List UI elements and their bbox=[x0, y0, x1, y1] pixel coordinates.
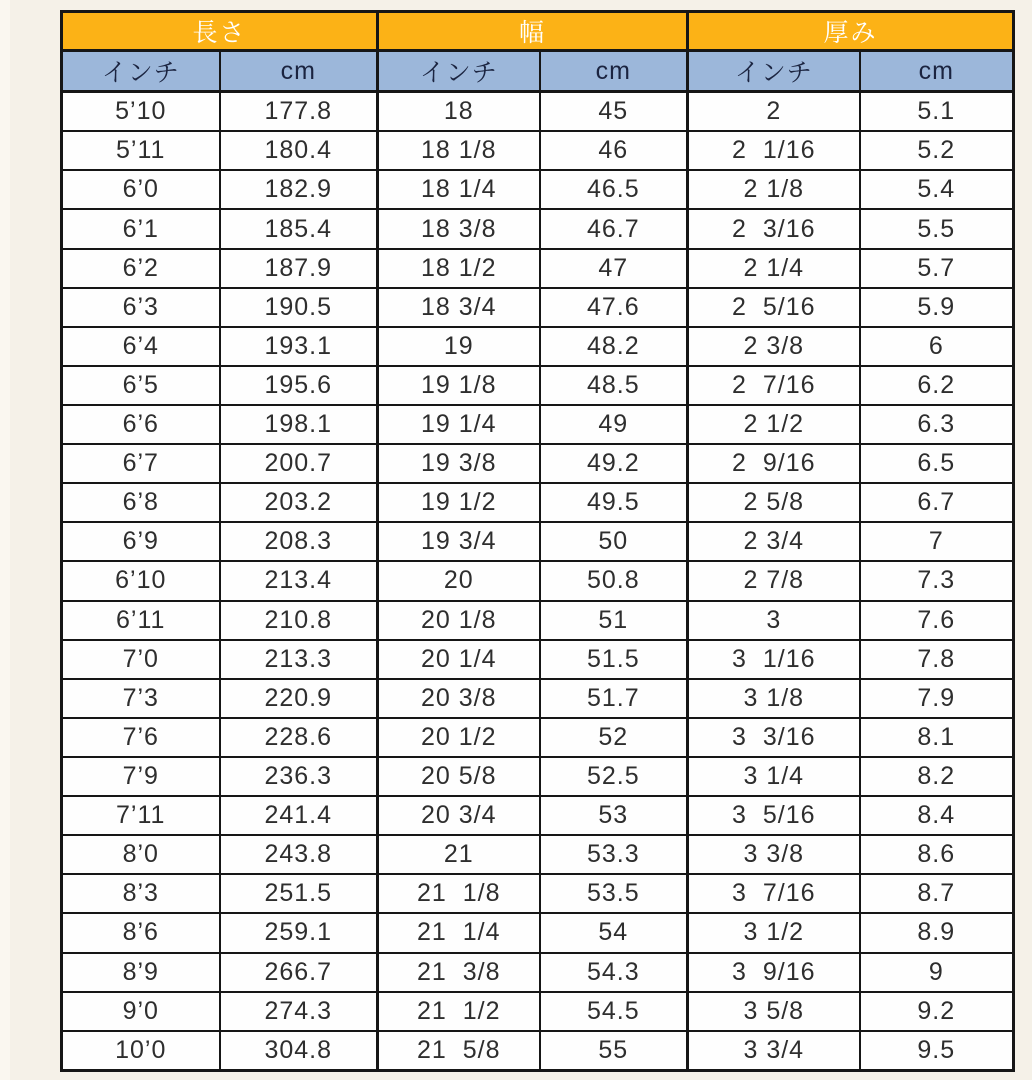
table-cell-thickness-cm: 9 bbox=[860, 953, 1014, 992]
table-cell-width-cm: 46.7 bbox=[540, 209, 688, 248]
table-cell-length-cm: 177.8 bbox=[220, 92, 378, 132]
table-cell-length-inch: 8’6 bbox=[62, 913, 220, 952]
table-cell-width-inch: 19 1/4 bbox=[378, 405, 540, 444]
table-cell-width-cm: 50 bbox=[540, 522, 688, 561]
table-cell-length-cm: 236.3 bbox=[220, 757, 378, 796]
table-cell-length-inch: 6’8 bbox=[62, 483, 220, 522]
table-row bbox=[62, 913, 1014, 952]
table-row bbox=[62, 1031, 1014, 1071]
table-body bbox=[62, 92, 1014, 1071]
table-cell-width-cm: 54.3 bbox=[540, 953, 688, 992]
table-row bbox=[62, 483, 1014, 522]
table-cell-thickness-inch: 3 9/16 bbox=[688, 953, 860, 992]
table-cell-thickness-cm: 5.5 bbox=[860, 209, 1014, 248]
table-cell-length-cm: 220.9 bbox=[220, 679, 378, 718]
table-cell-length-inch: 6’0 bbox=[62, 170, 220, 209]
table-cell-thickness-cm: 6.2 bbox=[860, 366, 1014, 405]
table-row bbox=[62, 522, 1014, 561]
table-row bbox=[62, 288, 1014, 327]
table-cell-width-inch: 18 1/8 bbox=[378, 131, 540, 170]
table-cell-length-inch: 6’7 bbox=[62, 444, 220, 483]
table-cell-width-cm: 48.5 bbox=[540, 366, 688, 405]
table-cell-thickness-inch: 3 1/16 bbox=[688, 640, 860, 679]
table-cell-length-inch: 6’6 bbox=[62, 405, 220, 444]
column-header-length-cm: cm bbox=[220, 51, 378, 92]
table-cell-width-inch: 20 1/2 bbox=[378, 718, 540, 757]
table-cell-length-inch: 5’11 bbox=[62, 131, 220, 170]
table-cell-thickness-inch: 2 1/4 bbox=[688, 249, 860, 288]
table-cell-width-inch: 20 1/8 bbox=[378, 601, 540, 640]
table-cell-width-cm: 51 bbox=[540, 601, 688, 640]
table-cell-thickness-inch: 3 3/8 bbox=[688, 835, 860, 874]
table-cell-width-inch: 20 3/4 bbox=[378, 796, 540, 835]
column-header-length-inch: インチ bbox=[62, 51, 220, 92]
table-cell-width-inch: 21 1/4 bbox=[378, 913, 540, 952]
table-row bbox=[62, 131, 1014, 170]
table-cell-thickness-inch: 3 3/16 bbox=[688, 718, 860, 757]
table-cell-length-inch: 6’11 bbox=[62, 601, 220, 640]
table-row bbox=[62, 874, 1014, 913]
table-cell-length-cm: 193.1 bbox=[220, 327, 378, 366]
table-cell-width-inch: 21 1/2 bbox=[378, 992, 540, 1031]
table-cell-width-cm: 47.6 bbox=[540, 288, 688, 327]
page-background-sheen bbox=[0, 0, 10, 1080]
table-cell-length-inch: 8’9 bbox=[62, 953, 220, 992]
table-cell-width-inch: 19 1/2 bbox=[378, 483, 540, 522]
table-cell-width-inch: 18 3/4 bbox=[378, 288, 540, 327]
table-row bbox=[62, 796, 1014, 835]
table-cell-width-cm: 49.2 bbox=[540, 444, 688, 483]
table-cell-thickness-inch: 2 3/4 bbox=[688, 522, 860, 561]
table-cell-length-cm: 241.4 bbox=[220, 796, 378, 835]
table-cell-width-cm: 47 bbox=[540, 249, 688, 288]
table-cell-width-cm: 55 bbox=[540, 1031, 688, 1071]
column-subheader-row bbox=[62, 51, 1014, 92]
table-cell-length-cm: 208.3 bbox=[220, 522, 378, 561]
table-cell-thickness-inch: 2 3/16 bbox=[688, 209, 860, 248]
table-cell-length-cm: 228.6 bbox=[220, 718, 378, 757]
table-cell-width-cm: 54 bbox=[540, 913, 688, 952]
table-cell-length-inch: 6’1 bbox=[62, 209, 220, 248]
table-cell-thickness-cm: 5.7 bbox=[860, 249, 1014, 288]
table-cell-thickness-cm: 7.6 bbox=[860, 601, 1014, 640]
table-cell-length-inch: 7’3 bbox=[62, 679, 220, 718]
table-cell-width-inch: 18 3/8 bbox=[378, 209, 540, 248]
table-cell-width-cm: 53 bbox=[540, 796, 688, 835]
table-cell-thickness-inch: 2 1/8 bbox=[688, 170, 860, 209]
table-cell-thickness-cm: 7.9 bbox=[860, 679, 1014, 718]
table-cell-width-inch: 19 3/8 bbox=[378, 444, 540, 483]
table-cell-length-inch: 7’6 bbox=[62, 718, 220, 757]
table-cell-length-inch: 6’10 bbox=[62, 561, 220, 600]
table-cell-thickness-cm: 6.5 bbox=[860, 444, 1014, 483]
table-cell-length-cm: 259.1 bbox=[220, 913, 378, 952]
table-cell-thickness-cm: 5.1 bbox=[860, 92, 1014, 132]
table-cell-length-cm: 203.2 bbox=[220, 483, 378, 522]
table-row bbox=[62, 444, 1014, 483]
column-group-length: 長さ bbox=[62, 12, 378, 51]
table-row bbox=[62, 601, 1014, 640]
size-conversion-table bbox=[60, 10, 1015, 1072]
column-group-width: 幅 bbox=[378, 12, 688, 51]
table-row bbox=[62, 327, 1014, 366]
table-cell-length-cm: 185.4 bbox=[220, 209, 378, 248]
table-cell-width-inch: 21 5/8 bbox=[378, 1031, 540, 1071]
table-cell-width-inch: 20 5/8 bbox=[378, 757, 540, 796]
table-row bbox=[62, 92, 1014, 132]
table-cell-length-inch: 7’11 bbox=[62, 796, 220, 835]
table-cell-thickness-cm: 8.6 bbox=[860, 835, 1014, 874]
table-cell-length-inch: 6’5 bbox=[62, 366, 220, 405]
table-cell-width-inch: 21 bbox=[378, 835, 540, 874]
table-row bbox=[62, 953, 1014, 992]
table-cell-thickness-inch: 3 3/4 bbox=[688, 1031, 860, 1071]
table-cell-length-cm: 200.7 bbox=[220, 444, 378, 483]
column-group-row bbox=[62, 12, 1014, 51]
table-cell-width-cm: 51.7 bbox=[540, 679, 688, 718]
table-cell-thickness-cm: 5.2 bbox=[860, 131, 1014, 170]
table-cell-length-cm: 266.7 bbox=[220, 953, 378, 992]
table-cell-length-cm: 304.8 bbox=[220, 1031, 378, 1071]
table-cell-thickness-inch: 2 bbox=[688, 92, 860, 132]
table-cell-length-cm: 210.8 bbox=[220, 601, 378, 640]
table-cell-length-inch: 7’0 bbox=[62, 640, 220, 679]
table-cell-thickness-inch: 2 1/16 bbox=[688, 131, 860, 170]
table-row bbox=[62, 679, 1014, 718]
table-cell-length-inch: 10’0 bbox=[62, 1031, 220, 1071]
table-cell-thickness-inch: 3 5/16 bbox=[688, 796, 860, 835]
table-cell-width-cm: 52.5 bbox=[540, 757, 688, 796]
table-cell-length-inch: 6’4 bbox=[62, 327, 220, 366]
table-cell-width-inch: 19 bbox=[378, 327, 540, 366]
table-cell-width-inch: 20 3/8 bbox=[378, 679, 540, 718]
table-cell-thickness-cm: 5.9 bbox=[860, 288, 1014, 327]
table-cell-thickness-cm: 9.2 bbox=[860, 992, 1014, 1031]
table-cell-width-cm: 53.3 bbox=[540, 835, 688, 874]
table-cell-thickness-cm: 6 bbox=[860, 327, 1014, 366]
column-header-thickness-inch: インチ bbox=[688, 51, 860, 92]
table-cell-width-inch: 20 bbox=[378, 561, 540, 600]
table-cell-length-cm: 187.9 bbox=[220, 249, 378, 288]
table-cell-width-inch: 21 1/8 bbox=[378, 874, 540, 913]
table-row bbox=[62, 209, 1014, 248]
table-cell-thickness-inch: 2 5/16 bbox=[688, 288, 860, 327]
table-cell-length-inch: 6’3 bbox=[62, 288, 220, 327]
table-cell-width-cm: 49 bbox=[540, 405, 688, 444]
table-cell-thickness-cm: 8.2 bbox=[860, 757, 1014, 796]
table-cell-thickness-cm: 9.5 bbox=[860, 1031, 1014, 1071]
table-cell-width-cm: 52 bbox=[540, 718, 688, 757]
table-cell-width-cm: 51.5 bbox=[540, 640, 688, 679]
table-cell-thickness-inch: 3 bbox=[688, 601, 860, 640]
table-row bbox=[62, 170, 1014, 209]
table-cell-length-cm: 243.8 bbox=[220, 835, 378, 874]
table-row bbox=[62, 249, 1014, 288]
table-cell-width-cm: 46.5 bbox=[540, 170, 688, 209]
table-cell-width-inch: 19 3/4 bbox=[378, 522, 540, 561]
table-head bbox=[62, 12, 1014, 92]
table-cell-thickness-cm: 7.3 bbox=[860, 561, 1014, 600]
table-cell-length-inch: 5’10 bbox=[62, 92, 220, 132]
table-cell-thickness-inch: 2 9/16 bbox=[688, 444, 860, 483]
column-header-width-inch: インチ bbox=[378, 51, 540, 92]
table-cell-width-cm: 46 bbox=[540, 131, 688, 170]
table-cell-width-inch: 18 bbox=[378, 92, 540, 132]
table-cell-length-inch: 8’0 bbox=[62, 835, 220, 874]
table-cell-length-inch: 8’3 bbox=[62, 874, 220, 913]
table-cell-thickness-inch: 2 7/16 bbox=[688, 366, 860, 405]
table-cell-width-inch: 18 1/2 bbox=[378, 249, 540, 288]
table-cell-thickness-inch: 3 1/2 bbox=[688, 913, 860, 952]
table-cell-thickness-inch: 2 3/8 bbox=[688, 327, 860, 366]
table-cell-thickness-cm: 7 bbox=[860, 522, 1014, 561]
table-cell-length-inch: 6’9 bbox=[62, 522, 220, 561]
table-cell-width-cm: 49.5 bbox=[540, 483, 688, 522]
table-row bbox=[62, 405, 1014, 444]
table-cell-width-cm: 48.2 bbox=[540, 327, 688, 366]
table-cell-length-cm: 213.4 bbox=[220, 561, 378, 600]
table-row bbox=[62, 835, 1014, 874]
table-cell-thickness-cm: 8.1 bbox=[860, 718, 1014, 757]
table-cell-thickness-cm: 6.3 bbox=[860, 405, 1014, 444]
table-cell-length-cm: 195.6 bbox=[220, 366, 378, 405]
table-row bbox=[62, 561, 1014, 600]
table-cell-length-cm: 251.5 bbox=[220, 874, 378, 913]
column-header-width-cm: cm bbox=[540, 51, 688, 92]
table-cell-length-cm: 190.5 bbox=[220, 288, 378, 327]
table-row bbox=[62, 992, 1014, 1031]
table-cell-thickness-inch: 2 7/8 bbox=[688, 561, 860, 600]
table-row bbox=[62, 640, 1014, 679]
table-cell-length-inch: 9’0 bbox=[62, 992, 220, 1031]
table-cell-thickness-cm: 5.4 bbox=[860, 170, 1014, 209]
table-row bbox=[62, 718, 1014, 757]
table-cell-thickness-inch: 3 5/8 bbox=[688, 992, 860, 1031]
table-cell-thickness-inch: 2 5/8 bbox=[688, 483, 860, 522]
table-cell-thickness-inch: 3 7/16 bbox=[688, 874, 860, 913]
table-cell-thickness-inch: 3 1/4 bbox=[688, 757, 860, 796]
column-header-thickness-cm: cm bbox=[860, 51, 1014, 92]
table-row bbox=[62, 757, 1014, 796]
table-cell-width-cm: 54.5 bbox=[540, 992, 688, 1031]
table-cell-length-cm: 274.3 bbox=[220, 992, 378, 1031]
table-cell-thickness-inch: 3 1/8 bbox=[688, 679, 860, 718]
table-cell-length-cm: 198.1 bbox=[220, 405, 378, 444]
table-row bbox=[62, 366, 1014, 405]
table-cell-thickness-inch: 2 1/2 bbox=[688, 405, 860, 444]
table-cell-thickness-cm: 8.7 bbox=[860, 874, 1014, 913]
table-cell-width-cm: 50.8 bbox=[540, 561, 688, 600]
table-cell-thickness-cm: 6.7 bbox=[860, 483, 1014, 522]
table-cell-thickness-cm: 8.9 bbox=[860, 913, 1014, 952]
column-group-thickness: 厚み bbox=[688, 12, 1014, 51]
table-cell-width-inch: 18 1/4 bbox=[378, 170, 540, 209]
table-cell-thickness-cm: 7.8 bbox=[860, 640, 1014, 679]
table-cell-length-cm: 213.3 bbox=[220, 640, 378, 679]
table-cell-width-cm: 53.5 bbox=[540, 874, 688, 913]
table-cell-width-inch: 21 3/8 bbox=[378, 953, 540, 992]
table-cell-length-cm: 180.4 bbox=[220, 131, 378, 170]
table-cell-length-cm: 182.9 bbox=[220, 170, 378, 209]
table-cell-width-cm: 45 bbox=[540, 92, 688, 132]
table-cell-length-inch: 6’2 bbox=[62, 249, 220, 288]
table-cell-length-inch: 7’9 bbox=[62, 757, 220, 796]
table-cell-width-inch: 19 1/8 bbox=[378, 366, 540, 405]
table-cell-width-inch: 20 1/4 bbox=[378, 640, 540, 679]
table-cell-thickness-cm: 8.4 bbox=[860, 796, 1014, 835]
